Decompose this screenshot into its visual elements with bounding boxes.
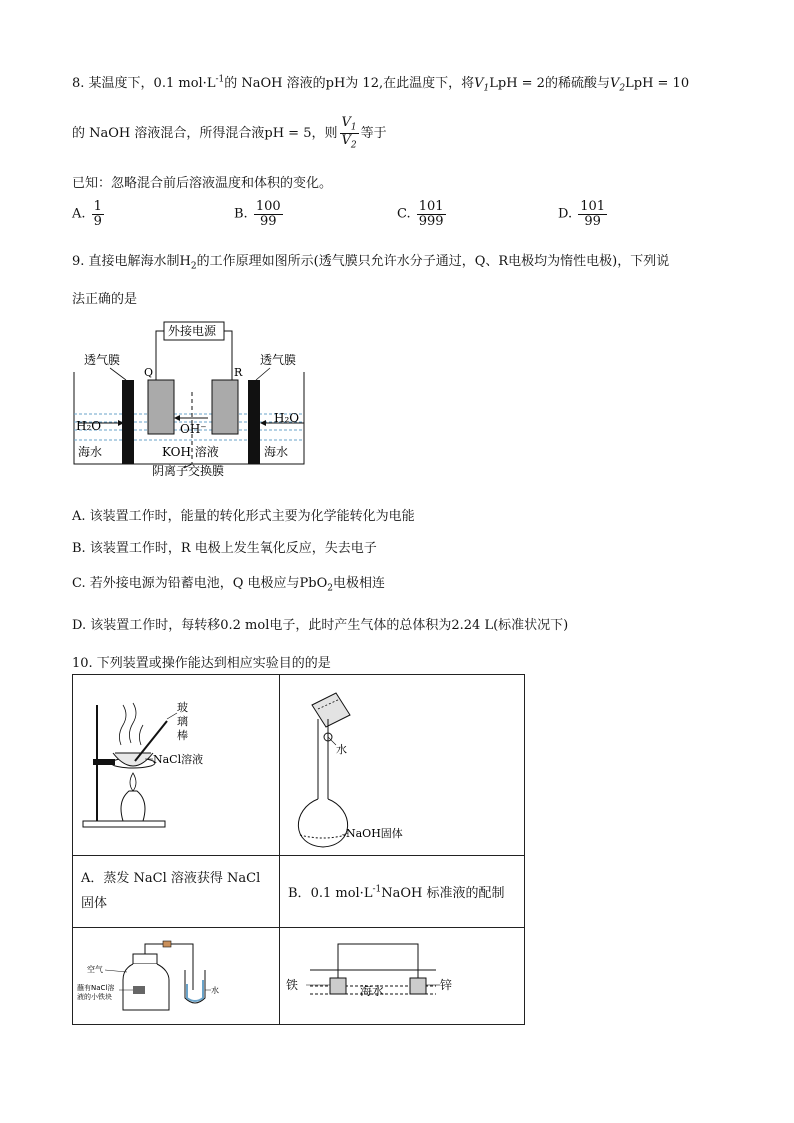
q8-note: 已知：忽略混合前后溶液温度和体积的变化。 (72, 176, 333, 191)
power-supply-label: 外接电源 (168, 324, 217, 338)
q9-option-d[interactable]: D. 该装置工作时，每转移0.2 mol电子，此时产生气体的总体积为2.24 L(标准状况下) (72, 618, 569, 633)
wire-right (224, 331, 232, 380)
iron-block (133, 986, 145, 994)
q8-ratio-fraction: $\frac{V_1}{V_2}$ (341, 115, 357, 151)
arrowhead (260, 420, 266, 426)
vapor (119, 703, 143, 745)
label-water-c: 水 (211, 986, 219, 995)
cell-a-figure[interactable] (73, 675, 280, 856)
q8-text-f: LpH = 10 (625, 76, 690, 91)
q8-line1 (72, 72, 689, 94)
cell-c-figure[interactable] (73, 928, 280, 1025)
q8-text-c: 为 12,在此温度下，将 (345, 76, 475, 91)
label-naoh-solid: NaOH固体 (346, 827, 403, 840)
q8-text-d: LpH = 2 (489, 76, 545, 91)
arrowhead (174, 415, 180, 421)
q9-option-a[interactable]: A. 该装置工作时，能量的转化形式主要为化学能转化为电能 (72, 509, 415, 524)
label-water: 水 (336, 743, 347, 756)
sea-right-label: 海水 (264, 445, 289, 459)
q8-option-a[interactable]: A. $\frac{1}{9}$ (72, 199, 102, 229)
evaporating-dish (113, 753, 153, 766)
label-leader (110, 368, 126, 380)
evaporation-apparatus (73, 675, 279, 851)
q8-line2-b: ，则 (311, 126, 338, 142)
q8-unit: $mol\cdot L^{-1}$ (178, 74, 225, 91)
bottle (123, 964, 169, 1010)
tube-clip (163, 941, 171, 947)
q8-ph: pH (325, 76, 346, 91)
q8-v2: $V_2$ (609, 76, 626, 94)
right-membrane-label: 透气膜 (260, 353, 297, 367)
label-rod-2: 璃 (177, 715, 188, 728)
electrode-q (148, 380, 174, 434)
cell-b-figure[interactable] (280, 675, 525, 856)
cell-d-figure[interactable] (280, 928, 525, 1025)
h2o-right-label: H₂O (274, 411, 300, 425)
label-nacl-solution: NaCl溶液 (153, 753, 204, 766)
flame (130, 773, 136, 791)
koh-label: KOH 溶液 (162, 445, 219, 459)
wire-left (156, 331, 164, 380)
label-air: 空气 (87, 965, 103, 974)
electrolysis-diagram (70, 318, 310, 478)
stopper (133, 954, 157, 964)
label-leader (256, 368, 270, 380)
h2o-left-label: H₂O (76, 419, 102, 433)
iron-corrosion-apparatus (73, 928, 279, 1020)
wire (338, 944, 418, 978)
q8-line2-a: 的 NaOH 溶液混合，所得混合液 (72, 126, 265, 142)
label-zinc: 锌 (440, 978, 453, 992)
q10-stem: 10. 下列装置或操作能达到相应实验目的的是 (72, 656, 331, 671)
oh-label: OH⁻ (180, 422, 207, 436)
sea-left-label: 海水 (78, 445, 103, 459)
q9-option-b[interactable]: B. 该装置工作时，R 电极上发生氧化反应，失去电子 (72, 541, 377, 556)
q9-stem-line2: 法正确的是 (72, 292, 138, 307)
q8-line2-c: 等于 (360, 126, 387, 142)
label-sea: 海水 (360, 984, 385, 998)
q8-v1: $V_1$ (474, 76, 490, 94)
label-iron-2: 液的小铁块 (77, 993, 112, 1001)
label-rod-3: 棒 (177, 729, 188, 742)
right-gas-membrane (248, 380, 260, 464)
q10-options-table (72, 674, 525, 1025)
anion-membrane-label: 阴离子交换膜 (152, 464, 225, 478)
rod-leader (167, 713, 177, 719)
r-label: R (234, 366, 243, 379)
q8-option-b[interactable]: B. $\frac{100}{99}$ (234, 199, 281, 229)
flask-bulb (298, 799, 347, 847)
air-leader (105, 970, 127, 972)
q8-stem-start: 8. 某温度下， (72, 76, 154, 91)
stand-base (83, 821, 165, 827)
q8-line2 (72, 116, 387, 151)
u-tube-water (187, 980, 203, 1001)
cell-b-caption[interactable]: B．0.1 $mol\cdot L^{-1}NaOH$ 标准液的配制 (280, 856, 525, 928)
cell-a-caption[interactable]: A．蒸发 NaCl 溶液获得 NaCl 固体 (73, 856, 280, 928)
q9-option-c[interactable]: C. 若外接电源为铅蓄电池，Q 电极应与PbO$_2$电极相连 (72, 576, 386, 594)
iron-electrode (330, 978, 346, 994)
q-label: Q (144, 366, 154, 379)
volumetric-flask-apparatus (280, 675, 524, 851)
label-iron: 铁 (286, 978, 299, 992)
q8-option-c[interactable]: C. $\frac{101}{999}$ (397, 199, 444, 229)
galvanic-protection-apparatus (280, 928, 524, 1020)
q8-option-d[interactable]: D. $\frac{101}{99}$ (558, 199, 606, 229)
q8-line2-ph: pH = 5 (264, 126, 312, 142)
alcohol-lamp (121, 791, 145, 821)
q8-text-e: 的稀硫酸与 (544, 76, 610, 91)
q8-text-b: 的 NaOH 溶液的 (224, 76, 326, 91)
q8-concentration: 0.1 (153, 76, 175, 91)
electrode-r (212, 380, 238, 434)
zinc-electrode (410, 978, 426, 994)
left-gas-membrane (122, 380, 134, 464)
q9-h2: $H_2$ (179, 254, 197, 272)
label-rod-1: 玻 (177, 701, 188, 714)
label-iron-1: 蘸有NaCl溶 (77, 984, 115, 992)
q9-stem: 9. 直接电解海水制$H_2$的工作原理如图所示(透气膜只允许水分子通过，Q、R电极均为惰性电极)，下列说 (72, 254, 670, 272)
left-membrane-label: 透气膜 (84, 353, 121, 367)
